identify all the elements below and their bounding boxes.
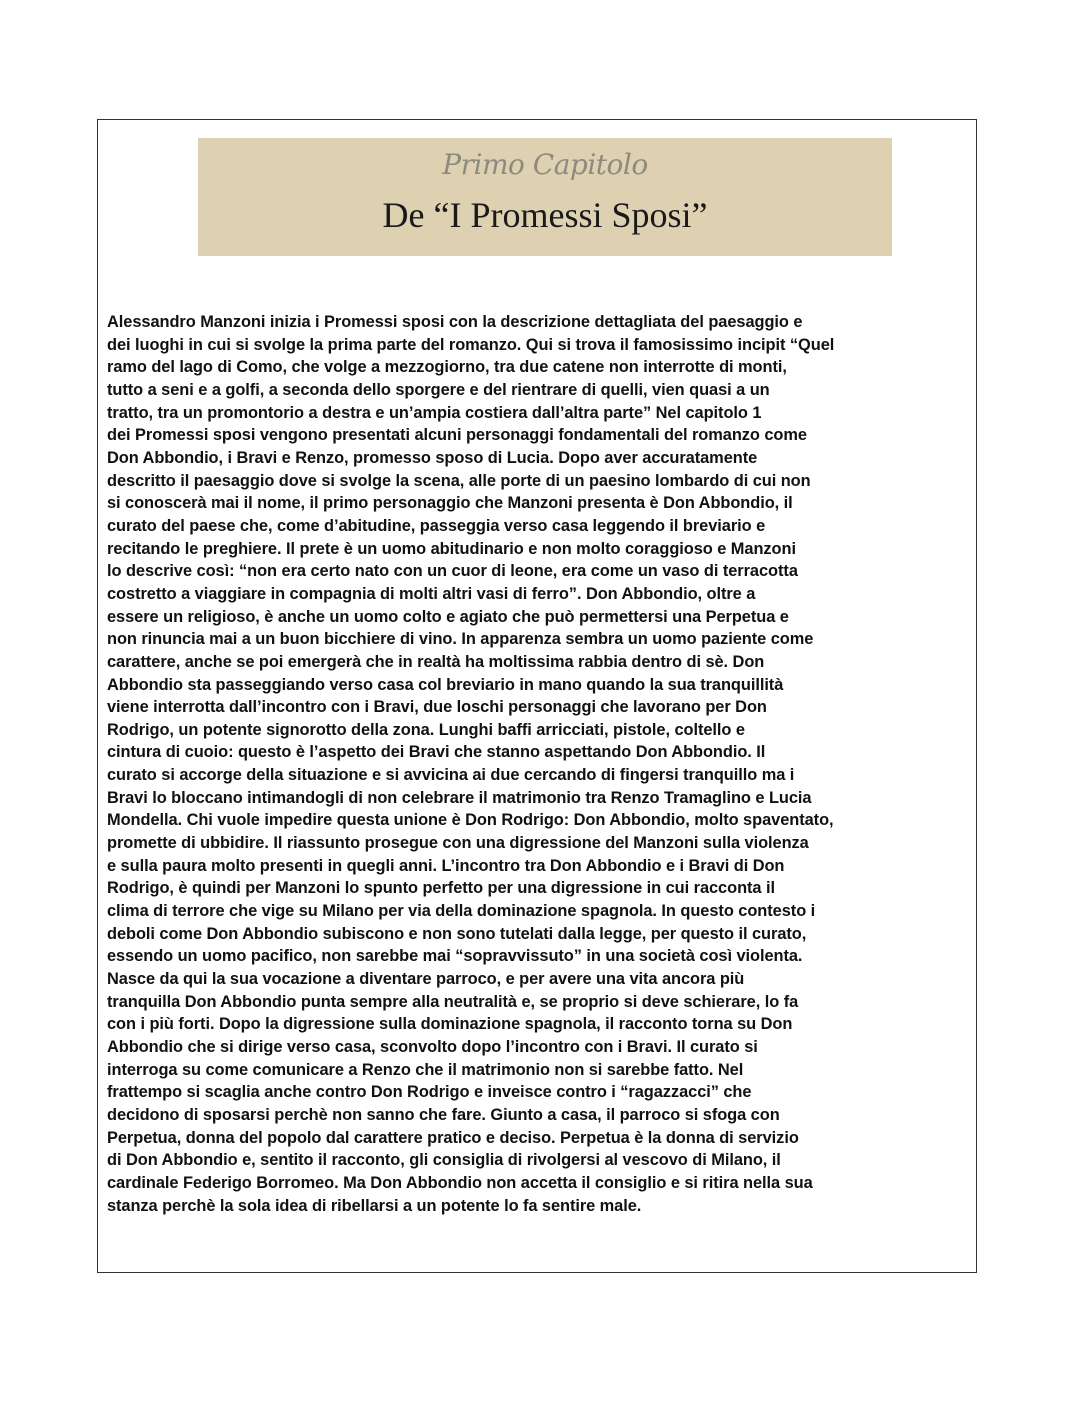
text-line: frattempo si scaglia anche contro Don Rodrigo e inveisce contro i “ragazzacci” che <box>107 1083 752 1102</box>
text-line: curato si accorge della situazione e si avvicina ai due cercando di fingersi tranquillo ma i <box>107 766 795 785</box>
text-line: ramo del lago di Como, che volge a mezzogiorno, tra due catene non interrotte di monti, <box>107 358 787 377</box>
text-line: clima di terrore che vige su Milano per via della dominazione spagnola. In questo contesto i <box>107 902 816 921</box>
summary-paragraph <box>107 311 977 1217</box>
text-line: Perpetua, donna del popolo dal carattere pratico e deciso. Perpetua è la donna di servizio <box>107 1128 799 1147</box>
text-line: costretto a viaggiare in compagnia di molti altri vasi di ferro”. Don Abbondio, oltre a <box>107 584 756 603</box>
text-line: decidono di sposarsi perchè non sanno che fare. Giunto a casa, il parroco si sfoga con <box>107 1105 780 1124</box>
text-line: stanza perchè la sola idea di ribellarsi a un potente lo fa sentire male. <box>107 1196 642 1215</box>
text-line: non rinuncia mai a un buon bicchiere di vino. In apparenza sembra un uomo paziente come <box>107 630 814 649</box>
text-line: tranquilla Don Abbondio punta sempre alla neutralità e, se proprio si deve schierare, lo fa <box>107 992 799 1011</box>
text-line: Rodrigo, è quindi per Manzoni lo spunto perfetto per una digressione in cui racconta il <box>107 879 775 898</box>
text-line: cardinale Federigo Borromeo. Ma Don Abbondio non accetta il consiglio e si ritira nella sua <box>107 1173 813 1192</box>
chapter-subtitle: Primo Capitolo <box>442 148 648 181</box>
text-line: con i più forti. Dopo la digressione sulla dominazione spagnola, il racconto torna su Don <box>107 1015 793 1034</box>
text-line: Nasce da qui la sua vocazione a diventare parroco, e per avere una vita ancora più <box>107 970 745 989</box>
text-line: lo descrive così: “non era certo nato con un cuor di leone, era come un vaso di terracotta <box>107 562 798 581</box>
chapter-header <box>198 138 892 256</box>
text-line: viene interrotta dall’incontro con i Bravi, due loschi personaggi che lavorano per Don <box>107 698 767 717</box>
text-line: descritto il paesaggio dove si svolge la scena, alle porte di un paesino lombardo di cui non <box>107 471 811 490</box>
text-line: essere un religioso, è anche un uomo colto e agiato che può permettersi una Perpetua e <box>107 607 789 626</box>
text-line: Mondella. Chi vuole impedire questa unione è Don Rodrigo: Don Abbondio, molto spaventato, <box>107 811 834 830</box>
text-line: Abbondio sta passeggiando verso casa col breviario in mano quando la sua tranquillità <box>107 675 784 694</box>
text-line: dei Promessi sposi vengono presentati alcuni personaggi fondamentali del romanzo come <box>107 426 807 445</box>
text-line: Alessandro Manzoni inizia i Promessi sposi con la descrizione dettagliata del paesaggio e <box>107 313 803 331</box>
text-line: cintura di cuoio: questo è l’aspetto dei Bravi che stanno aspettando Don Abbondio. Il <box>107 743 766 762</box>
text-line: e sulla paura molto presenti in quegli anni. L’incontro tra Don Abbondio e i Bravi di Don <box>107 856 785 875</box>
text-line: carattere, anche se poi emergerà che in realtà ha moltissima rabbia dentro di sè. Don <box>107 652 765 671</box>
text-line: curato del paese che, come d’abitudine, passeggia verso casa leggendo il breviario e <box>107 516 766 535</box>
text-line: Abbondio che si dirige verso casa, sconvolto dopo l’incontro con i Bravi. Il curato si <box>107 1038 758 1056</box>
text-line: Rodrigo, un potente signorotto della zona. Lunghi baffi arricciati, pistole, coltello e <box>107 720 745 739</box>
text-line: Don Abbondio, i Bravi e Renzo, promesso sposo di Lucia. Dopo aver accuratamente <box>107 448 758 467</box>
text-line: dei luoghi in cui si svolge la prima parte del romanzo. Qui si trova il famosissimo incipit “Quel <box>107 335 835 354</box>
text-line: promette di ubbidire. Il riassunto prosegue con una digressione del Manzoni sulla violenza <box>107 834 809 853</box>
text-line: essendo un uomo pacifico, non sarebbe mai “sopravvissuto” in una società così violenta. <box>107 947 803 966</box>
text-line: interroga su come comunicare a Renzo che il matrimonio non si sarebbe fatto. Nel <box>107 1060 744 1079</box>
page-title: De “I Promessi Sposi” <box>382 195 708 235</box>
text-line: deboli come Don Abbondio subiscono e non sono tutelati dalla legge, per questo il curato, <box>107 924 807 943</box>
text-line: si conoscerà mai il nome, il primo personaggio che Manzoni presenta è Don Abbondio, il <box>107 494 793 513</box>
text-line: tratto, tra un promontorio a destra e un’ampia costiera dall’altra parte” Nel capitolo 1 <box>107 403 762 422</box>
text-line: recitando le preghiere. Il prete è un uomo abitudinario e non molto coraggioso e Manzoni <box>107 539 796 558</box>
text-line: Bravi lo bloccano intimandogli di non celebrare il matrimonio tra Renzo Tramaglino e Lucia <box>107 788 812 807</box>
text-line: tutto a seni e a golfi, a seconda dello sporgere e del rientrare di quelli, vien quasi a un <box>107 380 770 399</box>
text-line: di Don Abbondio e, sentito il racconto, gli consiglia di rivolgersi al vescovo di Milano, il <box>107 1151 781 1170</box>
